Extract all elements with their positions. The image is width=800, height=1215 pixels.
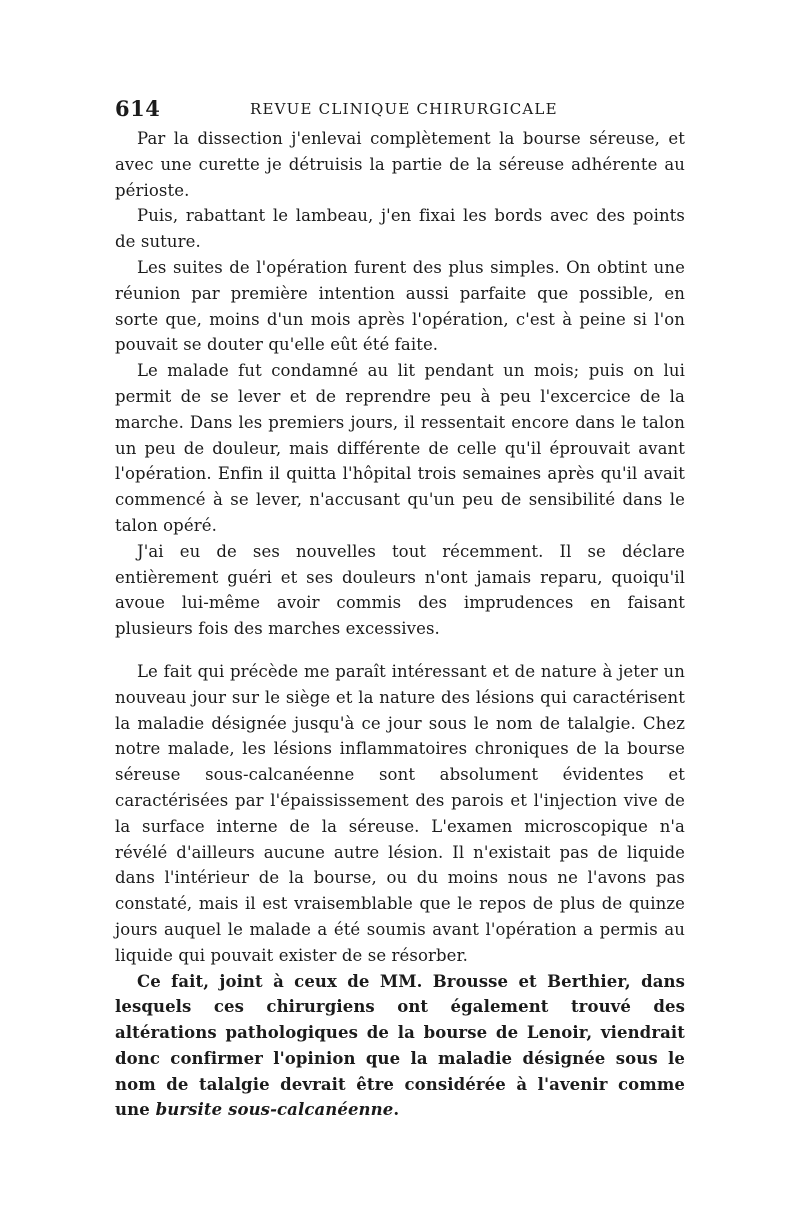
paragraph-4: Le malade fut condamné au lit pendant un mois; puis on lui permit de se lever et de reprendre peu à peu l'excercice de la marche. Dans les premiers jours, il ressentait encore dans le talon un peu de douleur, mais différente de celle qu'il éprouvait avant l'opération. Enfin il quitta l'hôpital trois semaines après qu'il avait commencé à se lever, n'accusant qu'un peu de sensibilité dans le talon opéré.	[115, 361, 685, 535]
page-number: 614	[115, 96, 161, 121]
page-header	[115, 96, 685, 126]
paragraph-1: Par la dissection j'enlevai complètement la bourse séreuse, et avec une curette je détruisis la partie de la séreuse adhérente au périoste.	[115, 129, 685, 200]
paragraph-6: Le fait qui précède me paraît intéressant et de nature à jeter un nouveau jour sur le siège et la nature des lésions qui caractérisent la maladie désignée jusqu'à ce jour sous le nom de talalgie. Chez notre malade, les lésions inflammatoires chroniques de la bourse séreuse sous-calcanéenne sont absolument évidentes et caractérisées par l'épaississement des parois et l'injection vive de la surface interne de la séreuse. L'examen microscopique n'a révélé d'ailleurs aucune autre lésion. Il n'existait pas de liquide dans l'intérieur de la bourse, ou du moins nous ne l'avons pas constaté, mais il est vraisemblable que le repos de plus de quinze jours auquel le malade a été soumis avant l'opération a permis au liquide qui pouvait exister de se résorber.	[115, 661, 685, 965]
paragraph-7-text: Ce fait, joint à ceux de MM. Brousse et Berthier, dans lesquels ces chirurgiens ont également trouvé des altérations pathologiques de la bourse de Lenoir, viendrait donc confirmer l'opinion que la maladie désignée sous le nom de talalgie devrait être considérée à l'avenir comme une	[115, 971, 685, 1120]
paragraph-7-emphasis: bursite sous-calcanéenne	[155, 1100, 394, 1120]
paragraph-3: Les suites de l'opération furent des plus simples. On obtint une réunion par première intention aussi parfaite que possible, en sorte que, moins d'un mois après l'opération, c'est à peine si l'on pouvait se douter qu'elle eût été faite.	[115, 257, 685, 355]
body-text	[115, 126, 685, 1123]
running-head: REVUE CLINIQUE CHIRURGICALE	[250, 100, 558, 118]
paragraph-7	[115, 969, 685, 1124]
paragraph-5: J'ai eu de ses nouvelles tout récemment. Il se déclare entièrement guéri et ses douleurs n'ont jamais reparu, quoiqu'il avoue lui-même avoir commis des imprudences en faisant plusieurs fois des marches excessives.	[115, 541, 685, 639]
paragraph-2: Puis, rabattant le lambeau, j'en fixai les bords avec des points de suture.	[115, 206, 685, 252]
paragraph-7-end: .	[393, 1100, 400, 1120]
